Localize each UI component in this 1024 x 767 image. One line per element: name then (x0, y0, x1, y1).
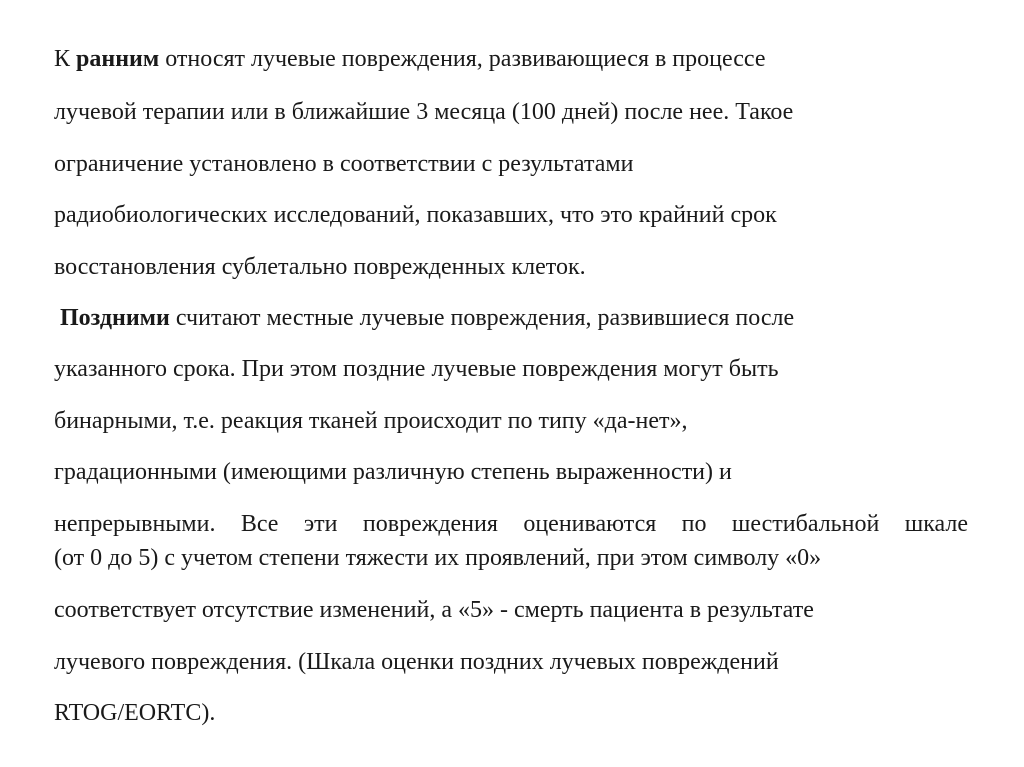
paragraph-late-line-1 (60, 303, 794, 333)
paragraph-late-line-2: указанного срока. При этом поздние лучевые повреждения могут быть (54, 356, 779, 382)
paragraph-early-line-5: восстановления сублетально поврежденных клеток. (54, 254, 586, 280)
late-term-bold: Поздними (60, 305, 170, 331)
paragraph-early-line-2: лучевой терапии или в ближайшие 3 месяца (100 дней) после нее. Такое (54, 99, 794, 125)
paragraph-late-line-7: соответствует отсутствие изменений, а «5» - смерть пациента в результате (54, 597, 814, 623)
paragraph-late-line-6: (от 0 до 5) с учетом степени тяжести их проявлений, при этом символу «0» (54, 545, 822, 571)
early-line-1-rest: относят лучевые повреждения, развивающиеся в процессе (159, 46, 766, 72)
paragraph-late-line-5: непрерывными. Все эти повреждения оцениваются по шестибальной шкале (54, 511, 968, 537)
paragraph-early-line-1 (54, 44, 766, 74)
early-lead-text: К (54, 46, 77, 72)
paragraph-late-line-3: бинарными, т.е. реакция тканей происходит по типу «да-нет», (54, 408, 688, 434)
paragraph-late-line-8: лучевого повреждения. (Шкала оценки поздних лучевых повреждений (54, 649, 779, 675)
late-line-1-rest: считают местные лучевые повреждения, развившиеся после (169, 305, 795, 331)
paragraph-early-line-4: радиобиологических исследований, показавших, что это крайний срок (54, 202, 777, 228)
early-term-bold: ранним (76, 46, 160, 72)
paragraph-late-line-4: градационными (имеющими различную степень выраженности) и (54, 459, 732, 485)
paragraph-late-line-9: RTOG/EORTC). (54, 700, 216, 726)
paragraph-early-line-3: ограничение установлено в соответствии с результатами (54, 151, 634, 177)
